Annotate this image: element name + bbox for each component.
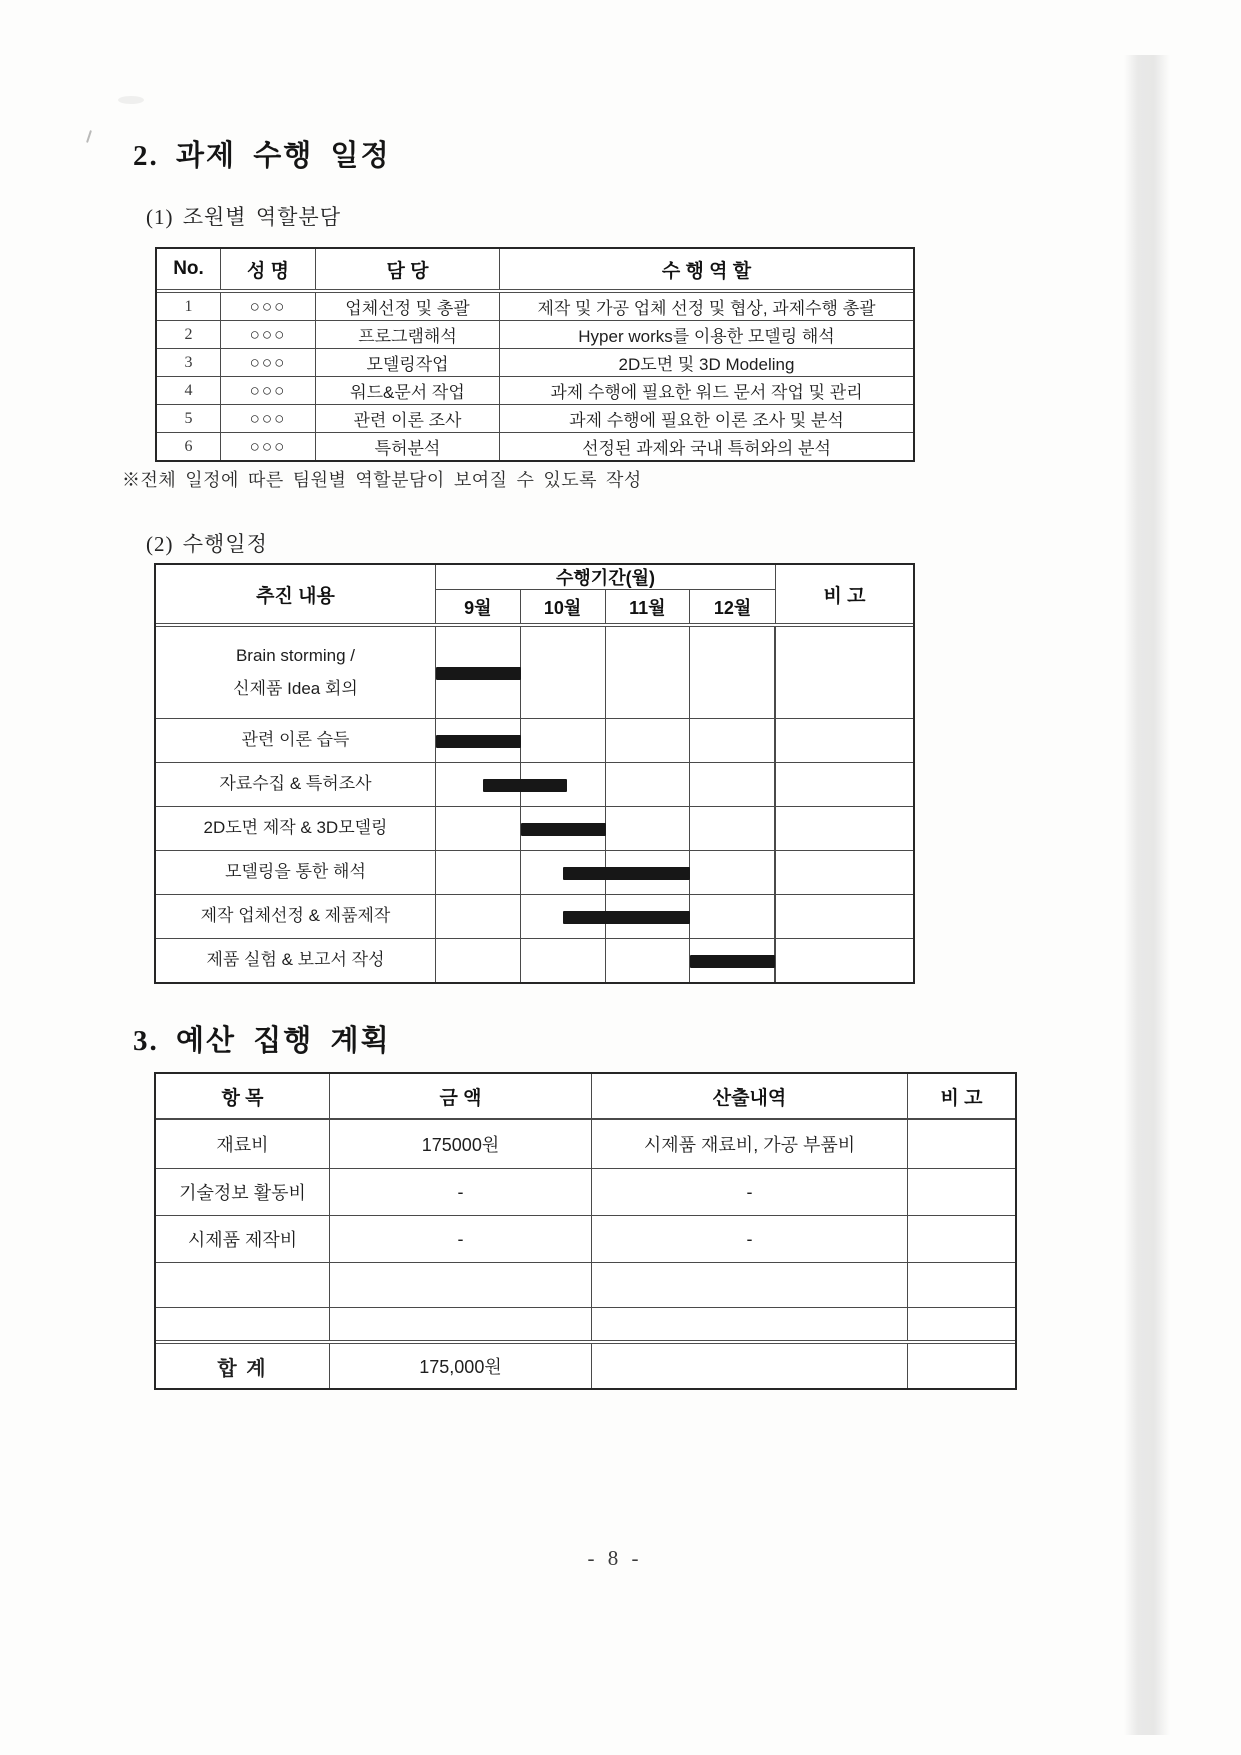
cell-amount: 175000원 — [330, 1120, 592, 1168]
table-row — [157, 405, 913, 433]
header-remark: 비 고 — [823, 585, 866, 607]
cell-detail — [592, 1263, 908, 1307]
gantt-task-line1: 2D도면 제작 & 3D모델링 — [203, 818, 388, 838]
cell-duty: 특허분석 — [316, 433, 500, 460]
gantt-timeline — [436, 939, 776, 982]
cell-amount — [330, 1263, 592, 1307]
gantt-timeline — [436, 627, 776, 718]
section-title-budget: 3. 예산 집행 계획 — [133, 1025, 391, 1057]
gantt-timeline — [436, 895, 776, 938]
header-role: 수 행 역 할 — [661, 260, 752, 282]
table-row — [157, 293, 913, 321]
table-row — [156, 1216, 1015, 1263]
cell-amount — [330, 1308, 592, 1340]
cell-duty: 관련 이론 조사 — [316, 405, 500, 432]
gantt-timeline — [436, 807, 776, 850]
cell-detail: 시제품 재료비, 가공 부품비 — [592, 1120, 908, 1168]
budget-total-row — [156, 1340, 1015, 1388]
gantt-month-cell — [690, 807, 775, 850]
gantt-remark-cell — [776, 763, 913, 806]
header-period-group — [436, 565, 776, 623]
table-row — [157, 433, 913, 460]
gantt-month-cell — [690, 719, 775, 762]
gantt-task-label — [156, 719, 436, 762]
gantt-task-line1: 모델링을 통한 해석 — [225, 862, 366, 882]
gantt-month-cell — [606, 939, 691, 982]
gantt-remark-cell — [776, 627, 913, 718]
table-row — [157, 321, 913, 349]
table-row — [157, 377, 913, 405]
header-month-sep: 9월 — [436, 590, 521, 623]
budget-table — [154, 1072, 1017, 1390]
cell-remark — [908, 1169, 1015, 1215]
gantt-bar — [563, 911, 690, 924]
total-amount: 175,000원 — [330, 1344, 592, 1388]
header-period: 수행기간(월) — [436, 565, 775, 590]
cell-name: ○○○ — [221, 433, 316, 460]
scan-artifact-smudge — [118, 96, 144, 104]
gantt-task-line1: 제품 실험 & 보고서 작성 — [206, 950, 385, 970]
gantt-remark-cell — [776, 895, 913, 938]
gantt-month-cell — [521, 719, 606, 762]
cell-remark — [908, 1308, 1015, 1340]
cell-name: ○○○ — [221, 321, 316, 348]
scan-artifact-mark — [86, 130, 92, 143]
gantt-task-line1: 관련 이론 습득 — [241, 730, 350, 750]
gantt-month-cell — [521, 627, 606, 718]
cell-role: 선정된 과제와 국내 특허와의 분석 — [582, 439, 831, 458]
table-row — [157, 349, 913, 377]
cell-remark — [908, 1263, 1015, 1307]
gantt-task-label — [156, 895, 436, 938]
cell-role: 2D도면 및 3D Modeling — [618, 355, 795, 374]
cell-name: ○○○ — [221, 377, 316, 404]
gantt-row — [156, 719, 913, 763]
cell-detail — [592, 1308, 908, 1340]
cell-no: 1 — [157, 293, 221, 320]
gantt-month-cell — [436, 851, 521, 894]
gantt-task-label — [156, 807, 436, 850]
header-duty: 담 당 — [316, 249, 500, 289]
header-months — [436, 590, 775, 623]
gantt-task-label — [156, 627, 436, 718]
gantt-row — [156, 851, 913, 895]
cell-amount: - — [330, 1216, 592, 1262]
gantt-bar — [436, 667, 521, 680]
gantt-month-cell — [606, 627, 691, 718]
header-no: No. — [157, 249, 221, 289]
gantt-remark-cell — [776, 719, 913, 762]
cell-role: 과제 수행에 필요한 이론 조사 및 분석 — [569, 411, 844, 430]
gantt-remark-cell — [776, 807, 913, 850]
section-title-schedule: 2. 과제 수행 일정 — [133, 140, 391, 172]
cell-remark — [908, 1120, 1015, 1168]
subsection-title-timeline: (2) 수행일정 — [146, 532, 268, 556]
cell-role: 제작 및 가공 업체 선정 및 협상, 과제수행 총괄 — [537, 299, 876, 318]
table-row — [156, 1169, 1015, 1216]
cell-detail: - — [592, 1169, 908, 1215]
gantt-timeline — [436, 719, 776, 762]
gantt-month-cell — [521, 939, 606, 982]
total-remark — [908, 1344, 1015, 1388]
gantt-task-line1: Brain storming / — [235, 646, 356, 666]
gantt-bar — [436, 735, 521, 748]
gantt-table — [154, 563, 915, 984]
header-item: 항 목 — [156, 1074, 330, 1118]
gantt-month-cell — [436, 807, 521, 850]
header-task: 추진 내용 — [156, 565, 436, 623]
gantt-bar — [690, 955, 775, 968]
cell-name: ○○○ — [221, 293, 316, 320]
total-label: 합 계 — [156, 1344, 330, 1388]
cell-duty: 모델링작업 — [316, 349, 500, 376]
cell-duty: 워드&문서 작업 — [316, 377, 500, 404]
cell-amount: - — [330, 1169, 592, 1215]
gantt-row — [156, 763, 913, 807]
gantt-month-cell — [436, 939, 521, 982]
gantt-month-cell — [690, 763, 775, 806]
header-detail: 산출내역 — [592, 1074, 908, 1118]
table-row — [156, 1263, 1015, 1308]
gantt-task-line1: 자료수집 & 특허조사 — [219, 774, 372, 794]
gantt-task-line2: 신제품 Idea 회의 — [233, 678, 358, 698]
gantt-month-cell — [690, 895, 775, 938]
gantt-task-label — [156, 851, 436, 894]
gantt-header — [156, 565, 913, 627]
header-name: 성 명 — [221, 249, 316, 289]
cell-item: 기술정보 활동비 — [156, 1169, 330, 1215]
gantt-month-cell — [690, 851, 775, 894]
roles-table-header — [157, 249, 913, 293]
cell-name: ○○○ — [221, 405, 316, 432]
header-month-oct: 10월 — [521, 590, 606, 623]
gantt-month-cell — [606, 763, 691, 806]
gantt-bar — [483, 779, 568, 792]
budget-table-header — [156, 1074, 1015, 1120]
gantt-remark-cell — [776, 851, 913, 894]
gantt-month-cell — [436, 895, 521, 938]
header-remark: 비 고 — [940, 1087, 983, 1109]
cell-no: 3 — [157, 349, 221, 376]
gantt-row — [156, 939, 913, 982]
cell-no: 6 — [157, 433, 221, 460]
cell-duty: 프로그램해석 — [316, 321, 500, 348]
cell-item: 시제품 제작비 — [156, 1216, 330, 1262]
gantt-row — [156, 627, 913, 719]
cell-no: 5 — [157, 405, 221, 432]
gantt-task-line1: 제작 업체선정 & 제품제작 — [200, 906, 391, 926]
gantt-timeline — [436, 763, 776, 806]
cell-role: Hyper works를 이용한 모델링 해석 — [578, 327, 835, 346]
gantt-task-label — [156, 763, 436, 806]
cell-item — [156, 1308, 330, 1340]
gantt-row — [156, 807, 913, 851]
gantt-month-cell — [606, 719, 691, 762]
table-row — [156, 1120, 1015, 1169]
cell-item — [156, 1263, 330, 1307]
total-detail — [592, 1344, 908, 1388]
cell-item: 재료비 — [156, 1120, 330, 1168]
page-number: - 8 - — [587, 1546, 643, 1570]
gantt-remark-cell — [776, 939, 913, 982]
header-amount: 금 액 — [330, 1074, 592, 1118]
cell-detail: - — [592, 1216, 908, 1262]
cell-name: ○○○ — [221, 349, 316, 376]
subsection-title-roles: (1) 조원별 역할분담 — [146, 205, 341, 229]
roles-footnote: ※전체 일정에 따른 팀원별 역할분담이 보여질 수 있도록 작성 — [122, 470, 642, 490]
gantt-bar — [563, 867, 690, 880]
gantt-task-label — [156, 939, 436, 982]
gantt-month-cell — [690, 627, 775, 718]
cell-duty: 업체선정 및 총괄 — [316, 293, 500, 320]
cell-no: 4 — [157, 377, 221, 404]
gantt-bar — [521, 823, 606, 836]
cell-role: 과제 수행에 필요한 워드 문서 작업 및 관리 — [550, 383, 863, 402]
table-row — [156, 1308, 1015, 1340]
header-month-dec: 12월 — [713, 597, 752, 618]
roles-table — [155, 247, 915, 462]
scan-artifact-band — [1124, 55, 1170, 1735]
gantt-timeline — [436, 851, 776, 894]
gantt-month-cell — [606, 807, 691, 850]
gantt-row — [156, 895, 913, 939]
header-month-nov: 11월 — [606, 590, 691, 623]
cell-no: 2 — [157, 321, 221, 348]
cell-remark — [908, 1216, 1015, 1262]
